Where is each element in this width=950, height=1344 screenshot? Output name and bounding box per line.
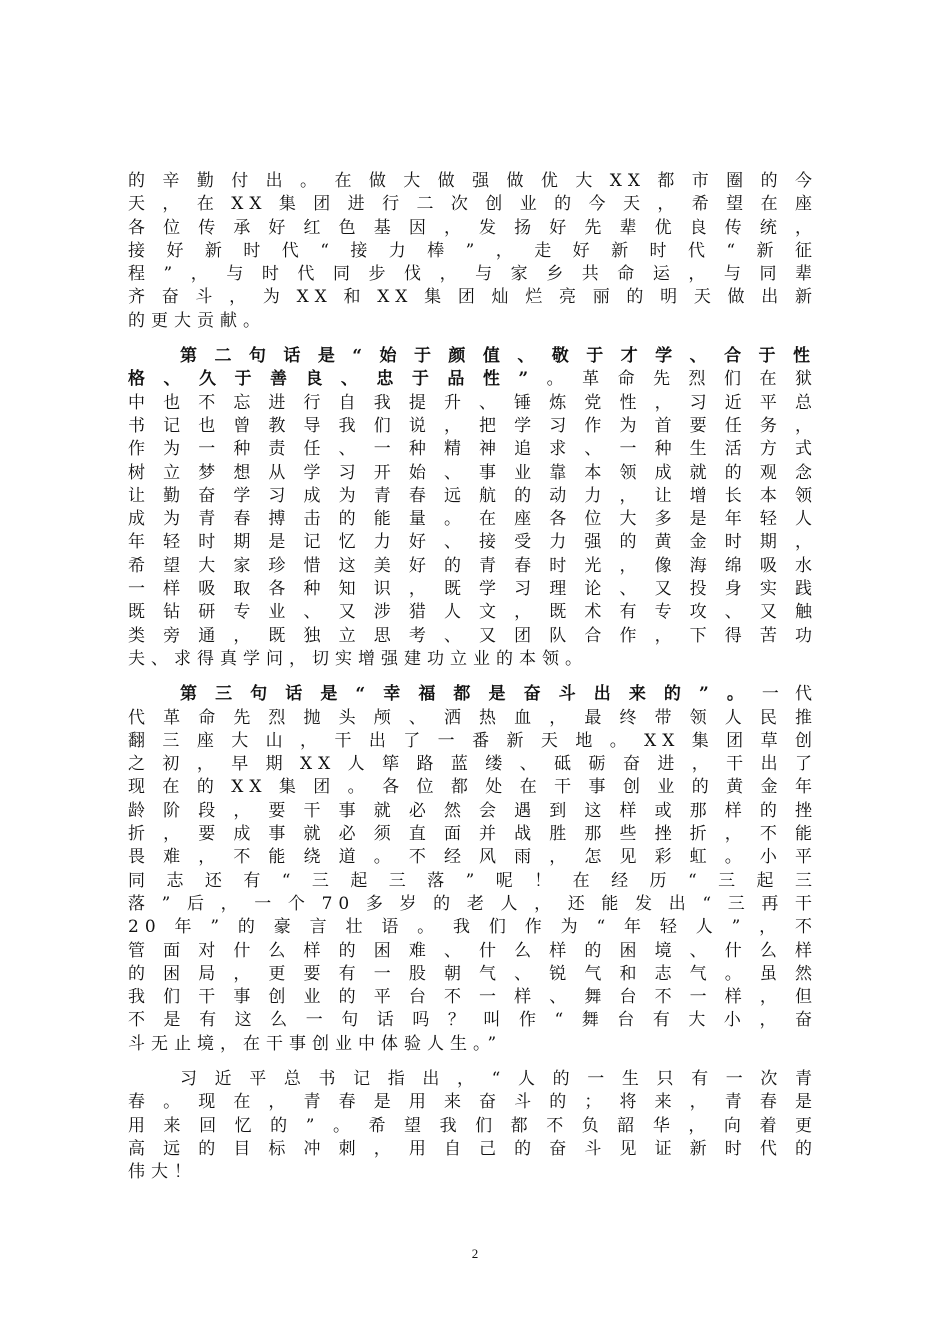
text-line: 代革命先烈抛头颅、洒热血，最终带领人民推	[128, 707, 818, 728]
text-line: 希望大家珍惜这美好的青春时光，像海绵吸水	[128, 555, 818, 576]
page-number: 2	[471, 1246, 479, 1261]
text-run: 一代	[761, 684, 819, 705]
text-line: 各位传承好红色基因，发扬好先辈优良传统，	[128, 217, 818, 238]
paragraph-4	[128, 1068, 818, 1184]
text-line: 伟大！	[128, 1162, 197, 1183]
text-line: 现在的XX集团。各位都处在干事创业的黄金年	[128, 777, 818, 798]
text-line: 之初，早期XX人筚路蓝缕、砥砺奋进，干出了	[128, 754, 818, 775]
text-line: 作为一种责任、一种精神追求、一种生活方式	[128, 439, 818, 460]
paragraph-lead-line	[128, 683, 818, 706]
text-line: 管面对什么样的困难、什么样的困境、什么样	[128, 940, 818, 961]
text-line: 折，要成事就必须直面并战胜那些挫折，不能	[128, 824, 818, 845]
text-line	[128, 368, 818, 391]
text-line: 中也不忘进行自我提升、锤炼党性，习近平总	[128, 392, 818, 413]
text-line: 用来回忆的”。希望我们都不负韶华，向着更	[128, 1115, 818, 1136]
text-line: 我们干事创业的平台不一样、舞台不一样，但	[128, 987, 818, 1008]
text-line: 春。现在，青春是用来奋斗的；将来，青春是	[128, 1092, 818, 1113]
text-line: 齐奋斗，为XX和XX集团灿烂亮丽的明天做出新	[128, 287, 818, 308]
paragraph-3	[128, 683, 818, 1056]
text-line: 的更大贡献。	[128, 310, 266, 331]
document-page	[128, 170, 818, 1196]
text-line: 书记也曾教导我们说，把学习作为首要任务，	[128, 415, 818, 436]
paragraph-2	[128, 345, 818, 671]
text-line: 一样吸取各种知识，既学习理论、又投身实践	[128, 579, 818, 600]
text-line: 天，在XX集团进行二次创业的今天，希望在座	[128, 194, 818, 215]
text-line: 不是有这么一句话吗？叫作“舞台有大小，奋	[128, 1010, 818, 1031]
text-line: 的困局，更要有一股朝气、锐气和志气。虽然	[128, 963, 818, 984]
paragraph-lead: 第三句话是“幸福都是奋斗出来的”。	[180, 684, 762, 705]
text-line: 习近平总书记指出，“人的一生只有一次青	[180, 1068, 818, 1089]
text-line: 程”，与时代同步伐，与家乡共命运，与同辈	[128, 264, 818, 285]
text-line: 既钻研专业、又涉猎人文，既术有专攻、又触	[128, 602, 818, 623]
text-line: 高远的目标冲刺，用自己的奋斗见证新时代的	[128, 1138, 818, 1159]
text-line: 让勤奋学习成为青春远航的动力，让增长本领	[128, 485, 818, 506]
text-line: 落”后，一个70多岁的老人，还能发出“三再干	[128, 893, 818, 914]
text-line: 夫、求得真学问，切实增强建功立业的本领。	[128, 648, 588, 669]
text-line: 20年”的豪言壮语。我们作为“年轻人”，不	[128, 917, 818, 938]
text-line: 的辛勤付出。在做大做强做优大XX都市圈的今	[128, 171, 818, 191]
text-line: 年轻时期是记忆力好、接受力强的黄金时期，	[128, 532, 818, 553]
text-line: 翻三座大山，干出了一番新天地。XX集团草创	[128, 730, 818, 751]
text-line: 接好新时代“接力棒”，走好新时代“新征	[128, 240, 818, 261]
paragraph-1	[128, 170, 818, 333]
paragraph-lead: 第二句话是“始于颜值、敬于才学、合于性	[180, 346, 818, 367]
text-run: 。革命先烈们在狱	[534, 369, 819, 390]
text-line: 畏难，不能绕道。不经风雨，怎见彩虹。小平	[128, 847, 818, 868]
text-line: 树立梦想从学习开始、事业靠本领成就的观念	[128, 462, 818, 483]
text-line: 类旁通，既独立思考、又团队合作，下得苦功	[128, 625, 818, 646]
text-line: 龄阶段，要干事就必然会遇到这样或那样的挫	[128, 800, 818, 821]
text-line: 成为青春搏击的能量。在座各位大多是年轻人	[128, 509, 818, 530]
lead-continuation: 格、久于善良、忠于品性”	[128, 369, 535, 390]
text-line: 斗无止境，在干事创业中体验人生。”	[128, 1033, 503, 1054]
text-line: 同志还有“三起三落”呢！在经历“三起三	[128, 870, 818, 891]
